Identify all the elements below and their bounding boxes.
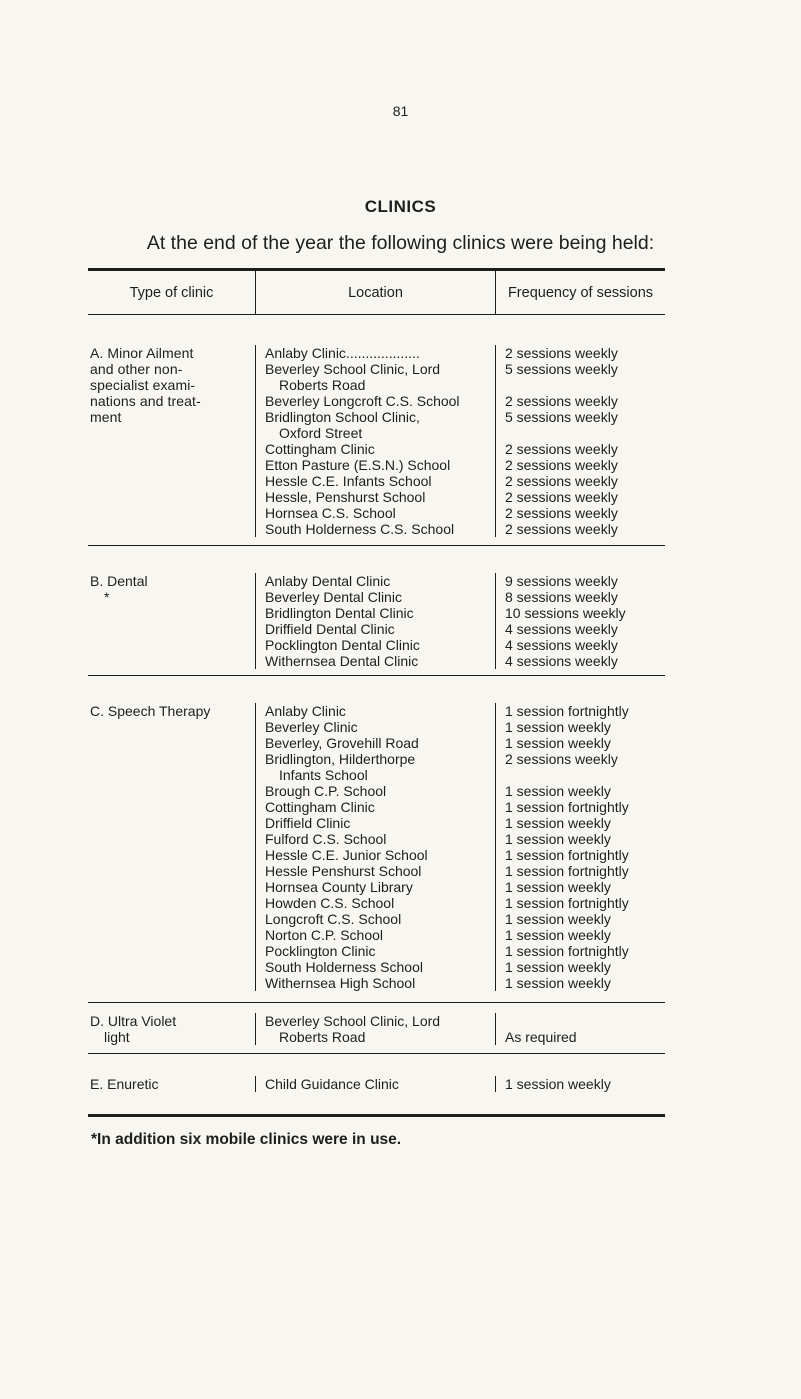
frequency-value: 1 session fortnightly — [505, 943, 629, 959]
frequency-value: 9 sessions weekly — [505, 573, 618, 589]
table-body — [88, 315, 665, 1114]
frequency-value: 1 session weekly — [505, 959, 611, 975]
location-line: Hessle C.E. Infants School — [265, 473, 432, 489]
header-frequency: Frequency of sessions — [495, 271, 665, 314]
frequency-value: 1 session fortnightly — [505, 847, 629, 863]
clinic-type-line: specialist exami- — [90, 377, 196, 393]
frequency-value: 1 session weekly — [505, 783, 611, 799]
location-line: Fulford C.S. School — [265, 831, 387, 847]
location-line: Beverley Longcroft C.S. School — [265, 393, 460, 409]
frequency-cell — [495, 345, 665, 537]
location-line: Norton C.P. School — [265, 927, 384, 943]
location-line: Withernsea High School — [265, 975, 416, 991]
frequency-value: 10 sessions weekly — [505, 605, 626, 621]
header-type: Type of clinic — [129, 284, 214, 301]
clinic-type-line: light — [104, 1029, 130, 1045]
table-section — [88, 1003, 665, 1053]
clinic-type-line: A. Minor Ailment — [90, 345, 194, 361]
frequency-cell — [495, 703, 665, 991]
location-line: Withernsea Dental Clinic — [265, 653, 419, 669]
frequency-value: 2 sessions weekly — [505, 345, 618, 361]
frequency-value: 1 session weekly — [505, 911, 611, 927]
footnote: *In addition six mobile clinics were in use. — [91, 1131, 402, 1148]
location-line: South Holderness School — [265, 959, 423, 975]
frequency-value: 4 sessions weekly — [505, 621, 618, 637]
location-line: Beverley School Clinic, Lord — [265, 361, 441, 377]
frequency-value: 1 session fortnightly — [505, 703, 629, 719]
location-line: Beverley School Clinic, Lord — [265, 1013, 441, 1029]
clinic-type-line: and other non- — [90, 361, 183, 377]
frequency-value: 5 sessions weekly — [505, 361, 618, 377]
frequency-value: 4 sessions weekly — [505, 653, 618, 669]
frequency-value: 2 sessions weekly — [505, 473, 618, 489]
clinic-type-line: C. Speech Therapy — [90, 703, 211, 719]
frequency-value: 2 sessions weekly — [505, 505, 618, 521]
frequency-value: 2 sessions weekly — [505, 751, 618, 767]
location-line: Oxford Street — [279, 425, 363, 441]
location-line: Longcroft C.S. School — [265, 911, 402, 927]
frequency-value: 2 sessions weekly — [505, 393, 618, 409]
location-line: Roberts Road — [279, 1029, 366, 1045]
location-line: Cottingham Clinic — [265, 799, 375, 815]
location-cell — [255, 703, 495, 991]
table-section — [88, 676, 665, 1002]
table-section — [88, 315, 665, 545]
location-line: Etton Pasture (E.S.N.) School — [265, 457, 451, 473]
location-line: Hornsea County Library — [265, 879, 413, 895]
page-number: 81 — [392, 103, 409, 119]
location-line: Roberts Road — [279, 377, 366, 393]
frequency-cell — [495, 1013, 665, 1045]
frequency-value: 1 session weekly — [505, 879, 611, 895]
frequency-spacer — [505, 377, 665, 393]
frequency-value: 8 sessions weekly — [505, 589, 618, 605]
frequency-value: 1 session weekly — [505, 975, 611, 991]
location-cell — [255, 1013, 495, 1045]
location-line: Hessle, Penshurst School — [265, 489, 426, 505]
frequency-value: 2 sessions weekly — [505, 489, 618, 505]
location-line: Anlaby Dental Clinic — [265, 573, 391, 589]
location-line: Beverley Clinic — [265, 719, 358, 735]
frequency-cell — [495, 573, 665, 669]
clinic-type-line: nations and treat- — [90, 393, 201, 409]
location-line: South Holderness C.S. School — [265, 521, 455, 537]
clinic-type-cell — [88, 1013, 255, 1045]
location-line: Driffield Dental Clinic — [265, 621, 395, 637]
frequency-value: 2 sessions weekly — [505, 441, 618, 457]
clinic-type-cell — [88, 345, 255, 537]
clinics-table — [88, 268, 665, 1117]
clinic-type-cell — [88, 573, 255, 669]
frequency-cell — [495, 1076, 665, 1092]
frequency-value: 1 session weekly — [505, 1076, 611, 1092]
location-line: Pocklington Clinic — [265, 943, 376, 959]
frequency-value: 1 session weekly — [505, 927, 611, 943]
intro-text: At the end of the year the following clinics were being held: — [146, 232, 655, 254]
location-line: Hessle Penshurst School — [265, 863, 422, 879]
clinic-type-line: B. Dental — [90, 573, 148, 589]
location-line: Hessle C.E. Junior School — [265, 847, 428, 863]
clinic-type-cell — [88, 703, 255, 991]
frequency-spacer — [505, 425, 665, 441]
location-cell — [255, 345, 495, 537]
frequency-value: 1 session fortnightly — [505, 799, 629, 815]
frequency-value: 1 session weekly — [505, 815, 611, 831]
frequency-value: 4 sessions weekly — [505, 637, 618, 653]
footnote-marker: * — [104, 589, 110, 605]
frequency-value: 2 sessions weekly — [505, 457, 618, 473]
table-bottom-rule — [88, 1114, 665, 1117]
frequency-value: 1 session fortnightly — [505, 895, 629, 911]
location-line: Driffield Clinic — [265, 815, 351, 831]
location-line: Beverley Dental Clinic — [265, 589, 402, 605]
location-line: Brough C.P. School — [265, 783, 387, 799]
location-line: Hornsea C.S. School — [265, 505, 396, 521]
location-line: Cottingham Clinic — [265, 441, 375, 457]
frequency-spacer — [505, 1013, 665, 1029]
location-line: Anlaby Clinic — [265, 703, 346, 719]
frequency-spacer — [505, 767, 665, 783]
clinic-type-line: E. Enuretic — [90, 1076, 159, 1092]
frequency-value: 1 session weekly — [505, 735, 611, 751]
location-line: Anlaby Clinic................... — [265, 345, 420, 361]
frequency-value: 5 sessions weekly — [505, 409, 618, 425]
location-cell — [255, 1076, 495, 1092]
frequency-value: As required — [505, 1029, 577, 1045]
header-location: Location — [255, 271, 495, 314]
frequency-value: 1 session weekly — [505, 831, 611, 847]
location-line: Bridlington, Hilderthorpe — [265, 751, 416, 767]
frequency-value: 1 session weekly — [505, 719, 611, 735]
location-line: Beverley, Grovehill Road — [265, 735, 419, 751]
clinic-type-line: D. Ultra Violet — [90, 1013, 177, 1029]
table-section — [88, 1054, 665, 1114]
page-heading: CLINICS — [364, 197, 437, 216]
location-line: Howden C.S. School — [265, 895, 395, 911]
table-section — [88, 546, 665, 675]
table-header-row — [88, 271, 665, 314]
clinic-type-line: ment — [90, 409, 122, 425]
location-line: Bridlington Dental Clinic — [265, 605, 414, 621]
location-line: Child Guidance Clinic — [265, 1076, 399, 1092]
clinic-type-cell — [88, 1076, 255, 1092]
location-line: Infants School — [279, 767, 368, 783]
location-line: Pocklington Dental Clinic — [265, 637, 420, 653]
location-line: Bridlington School Clinic, — [265, 409, 420, 425]
frequency-value: 2 sessions weekly — [505, 521, 618, 537]
location-cell — [255, 573, 495, 669]
frequency-value: 1 session fortnightly — [505, 863, 629, 879]
